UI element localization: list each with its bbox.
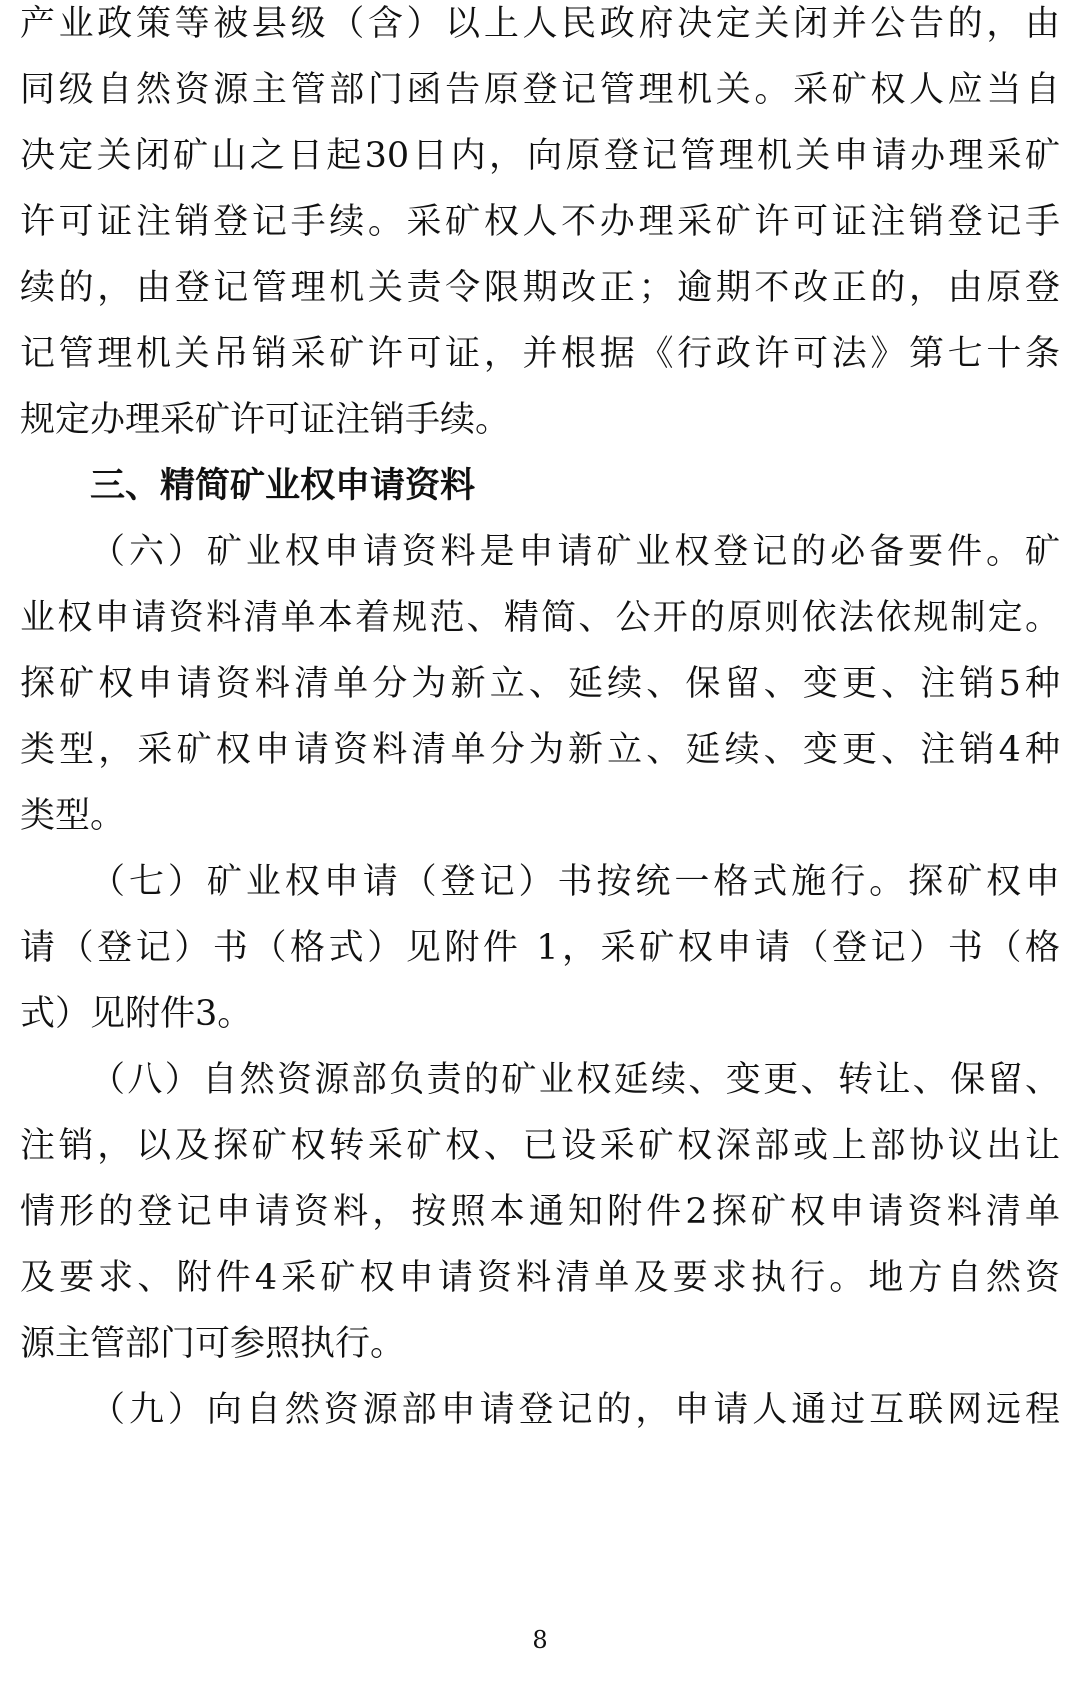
text-line: 记管理机关吊销采矿许可证，并根据《行政许可法》第七十条: [20, 334, 1060, 374]
paragraph-first-line: （七）矿业权申请（登记）书按统一格式施行。探矿权申: [90, 862, 1060, 902]
paragraph-first-line: （八）自然资源部负责的矿业权延续、变更、转让、保留、: [90, 1060, 1060, 1100]
text-line: 产业政策等被县级（含）以上人民政府决定关闭并公告的，由: [20, 4, 1060, 44]
page-number: 8: [532, 1626, 548, 1654]
section-heading: 三、精简矿业权申请资料: [90, 466, 476, 506]
text-line: 源主管部门可参照执行。: [20, 1324, 406, 1364]
text-line: 类型，采矿权申请资料清单分为新立、延续、变更、注销4种: [20, 730, 1060, 770]
text-line: 业权申请资料清单本着规范、精简、公开的原则依法依规制定。: [20, 598, 1060, 638]
text-line: 及要求、附件4采矿权申请资料清单及要求执行。地方自然资: [20, 1258, 1060, 1298]
text-line: 类型。: [20, 796, 126, 836]
paragraph-first-line: （九）向自然资源部申请登记的，申请人通过互联网远程: [90, 1390, 1060, 1430]
text-line: 同级自然资源主管部门函告原登记管理机关。采矿权人应当自: [20, 70, 1060, 110]
text-line: 探矿权申请资料清单分为新立、延续、保留、变更、注销5种: [20, 664, 1060, 704]
text-line: 请（登记）书（格式）见附件 1，采矿权申请（登记）书（格: [20, 928, 1060, 968]
text-line: 许可证注销登记手续。采矿权人不办理采矿许可证注销登记手: [20, 202, 1060, 242]
text-line: 决定关闭矿山之日起30日内，向原登记管理机关申请办理采矿: [20, 136, 1060, 176]
text-line: 续的，由登记管理机关责令限期改正；逾期不改正的，由原登: [20, 268, 1060, 308]
text-line: 情形的登记申请资料，按照本通知附件2探矿权申请资料清单: [20, 1192, 1060, 1232]
paragraph-first-line: （六）矿业权申请资料是申请矿业权登记的必备要件。矿: [90, 532, 1060, 572]
text-line: 式）见附件3。: [20, 994, 253, 1034]
text-line: 注销，以及探矿权转采矿权、已设采矿权深部或上部协议出让: [20, 1126, 1060, 1166]
text-line: 规定办理采矿许可证注销手续。: [20, 400, 511, 440]
